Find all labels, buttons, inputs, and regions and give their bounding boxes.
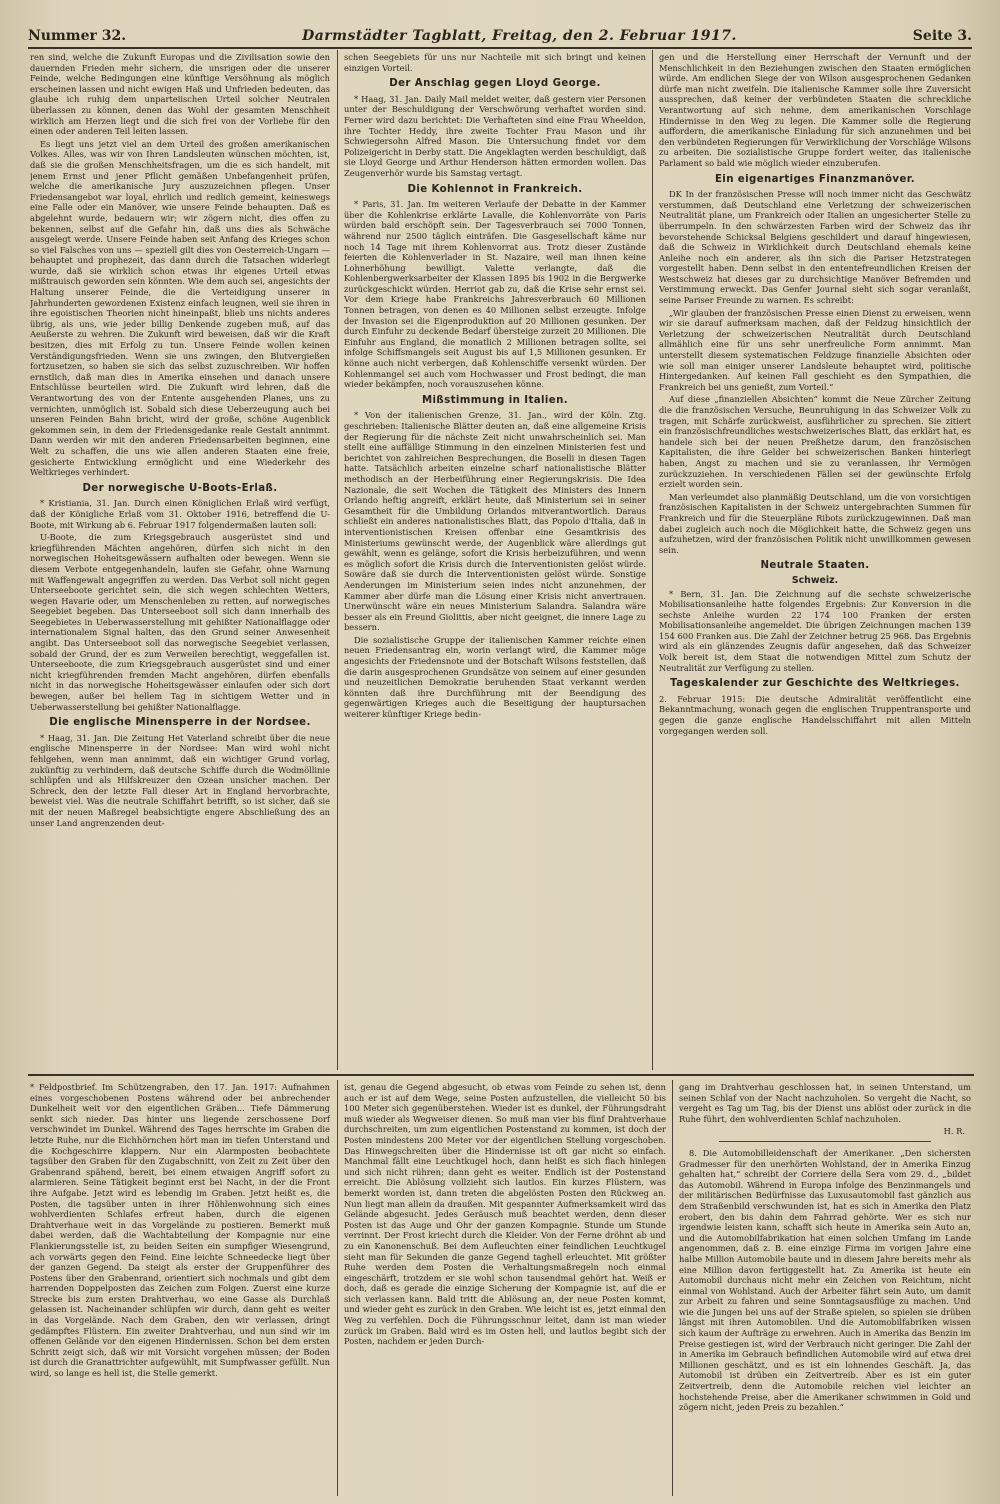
column-divider <box>672 1080 673 1496</box>
column-divider <box>652 50 653 1070</box>
column-divider <box>337 50 338 1070</box>
headline-anschlag-lloyd-george: Der Anschlag gegen Lloyd George. <box>389 78 601 90</box>
page-number: Seite 3. <box>912 28 972 44</box>
feuilleton-column-3 <box>679 1082 971 1494</box>
column-2 <box>344 52 646 1070</box>
article-paragraph: * Haag, 31. Jan. Die Zeitung Het Vaterland schreibt über die neue englische Minensperre in der Nordsee: Man wird wohl nicht fehlgehen, wenn man annimmt, daß ein wichtiger Grund vorlag, zukünftig zu verhindern, daß deutsche Schiffe durch die Wodmöllinie schlüpfen und als Hilfskreuzer den Ozean unsicher machen. Der Schreck, den der letzte Fall dieser Art in England hervorbrachte, beweist viel. Was die neutrale Schiffahrt betrifft, so ist sicher, daß sie mit der neuen Maßregel beabsichtigte engere Abschließung des an unser Land angrenzenden deut- <box>30 732 330 828</box>
newspaper-title-date: Darmstädter Tagblatt, Freitag, den 2. Februar 1917. <box>302 28 737 44</box>
feuilleton-column-2 <box>344 1082 666 1494</box>
headline-missstimmung-italien: Mißstimmung in Italien. <box>422 394 568 406</box>
article-paragraph: Es liegt uns jetzt viel an dem Urteil des großen amerikanischen Volkes. Alles, was wir von Ihren Landsleuten wünschen möchten, ist, daß sie die großen Menschheitsfragen, um die es sich handelt, mit jenem Ernst und jener Pflicht gemäßen Unbefangenheit prüfen, welche die amerikanische Jury auszuzeichnen pflegen. Unser Friedensangebot war loyal, ehrlich und redlich gemeint, keineswegs eine Falle oder ein Manöver, wie unsere Feinde behaupten. Daß es abgelehnt wurde, bedauern wir; wir zögern nicht, dies offen zu bekennen, selbst auf die Gefahr hin, daß uns dies als Schwäche ausgelegt werde. Unsere Feinde haben seit Anfang des Krieges schon so viel Falsches von uns — speziell gilt dies von Oesterreich-Ungarn — behauptet und prophezeit, das dann durch die Tatsachen widerlegt wurde, daß sie wirklich schon etwas ihr eigenes Urteil etwas mißtrauisch geworden sein könnten. Wie dem auch sei, angesichts der Haltung unserer Feinde, die die Verteidigung unserer in Jahrhunderten gewordenen Existenz einfach leugnen, weil sie ihren in ihre egoistischen Theorien nicht hineinpaßt, blieb uns nichts anderes übrig, als uns, wie jeder billig Denkende zugeben muß, auf das Aeußerste zu wehren. Die Zukunft wird beweisen, daß wir die Kraft besitzen, dies mit Erfolg zu tun. Unsere Feinde wollen keinen Verständigungsfrieden. Wenn sie uns zwingen, den Blutvergießen fortzusetzen, so haben sie sich das selbst zuzuschreiben. Wir hoffen ernstlich, daß man dies in Amerika einsehen und danach unsere Entschlüsse beurteilen wird. Die Zukunft wird lehren, daß die Verantwortung des von der Entente ausgehenden Planes, uns zu vernichten, unmöglich ist. Sobald sich diese Ueberzeugung auch bei unseren Feinden Bahn bricht, wird der große, schöne Augenblick gekommen sein, in dem der Friedensgedanke reale Gestalt annimmt. Dann werden wir mit den anderen Friedensarbeiten beginnen, eine Welt zu schaffen, die uns wie allen anderen Staaten eine freie, gesicherte Entwicklung ermöglicht und eine Wiederkehr des Weltkrieges verhindert. <box>30 138 330 478</box>
article-paragraph: U-Boote, die zum Kriegsgebrauch ausgerüstet sind und kriegführenden Mächten angehören, dürfen sich nicht in den norwegischen Hoheitsgewässern aufhalten oder bewegen. Wenn sie diesem Verbote entgegenhandeln, laufen sie Gefahr, ohne Warnung mit Waffengewalt angegriffen zu werden. Das Verbot soll nicht gegen Unterseeboote gerichtet sein, die sich wegen schlechten Wetters, wegen Havarie oder, um Menschenleben zu retten, auf norwegisches Seegebiet begeben. Das Unterseeboot soll sich dann innerhalb des Seegebietes in Ueberwasserstellung mit gehißter Nationalflagge oder internationalem Signal halten, das den Grund seiner Anwesenheit angibt. Das Unterseeboot soll das norwegische Seegebiet verlassen, sobald der Grund, der es zum Verweilen berechtigt, weggefallen ist. Unterseeboote, die zum Kriegsgebrauch ausgerüstet sind und einer nicht kriegführenden fremden Macht angehören, dürfen ebenfalls nicht in das norwegische Hoheitsgewässer einlaufen oder sich dort bewegen, außer bei hellem Tag in sichtigem Wetter und in Ueberwasserstellung bei gehißter Nationalflagge. <box>30 532 330 712</box>
feuilleton-divider <box>28 1074 974 1076</box>
feuilleton-column-1 <box>30 1082 330 1494</box>
article-paragraph: „Wir glauben der französischen Presse einen Dienst zu erweisen, wenn wir sie darauf aufmerksam machen, daß der Feldzug hinsichtlich der Verletzung der schweizerischen Neutralität durch Deutschland allmählich eine für uns sehr unerfreuliche Form annimmt. Man unterstellt diesem systematischen Feldzuge finanzielle Absichten oder wie soll man einiger unserer Landsleute behauptet wird, politische Hintergedanken. Auf keinen Fall geschieht es den Sympathien, die Frankreich bei uns genießt, zum Vorteil.“ <box>659 307 971 392</box>
article-paragraph: ist, genau die Gegend abgesucht, ob etwas vom Feinde zu sehen ist, denn auch er ist auf dem Wege, seine Posten aufzustellen, die vielleicht 50 bis 100 Meter sich gegenüberstehen. Wieder ist es dunkel, der Führungsdraht muß wieder als Wegweiser dienen. So muß man vier bis fünf Drahtverhaue durchschreiten, um zum eigentlichen Postenstand zu kommen, ist doch der Posten mindestens 200 Meter vor der eigentlichen Stellung vorgeschoben. Das Hinwegschreiten über die Hindernisse ist oft gar nicht so einfach. Manchmal fällt eine Leuchtkugel hoch, dann heißt es sich flach hinlegen und sich nicht rühren; dann geht es weiter. Endlich ist der Postenstand erreicht. Die Ablösung vollzieht sich lautlos. Ein kurzes Flüstern, was bemerkt worden ist, dann treten die abgelösten Posten den Rückweg an. Nun liegt man allein da draußen. Mit gespannter Aufmerksamkeit wird das Gelände abgesucht. Jedes Geräusch muß beachtet werden, denn dieser Posten ist das Auge und Ohr der ganzen Kompagnie. Stunde um Stunde verrinnt. Der Frost kriecht durch die Kleider. Von der Ferne dröhnt ab und zu ein Kanonenschuß. Bei dem Aufleuchten einer feindlichen Leuchtkugel sieht man für Sekunden die ganze Gegend taghell erleuchtet. Mit größter Ruhe werden dem Posten die Verhaltungsmaßregeln noch einmal eingeschärft, trotzdem er sie wohl schon tausendmal gehört hat. Weiß er doch, daß es gerade die einzige Sicherung der Kompagnie ist, auf die er sich verlassen kann. Bald tritt die Ablösung an, der neue Posten kommt, und wieder geht es zurück in den Graben. Wie leicht ist es, jetzt einmal den Weg zu verfehlen. Doch die Führungsschnur leitet, dann ist man wieder zurück im Graben. Bald wird es im Osten hell, und lautlos begibt sich der Posten, nachdem er jeden Durch- <box>344 1082 666 1347</box>
headline-neutrale-staaten: Neutrale Staaten. <box>760 560 870 572</box>
article-paragraph: * Von der italienischen Grenze, 31. Jan., wird der Köln. Ztg. geschrieben: Italienische Blätter deuten an, daß eine allgemeine Krisis der Regierung für die nächste Zeit nicht unwahrscheinlich sei. Man stellt eine auffällige Stimmung in den einzelnen Ministerien fest und berichtet von zahlreichen Besprechungen, die Boselli in diesen Tagen hatte. Tatsächlich arbeiten einzelne scharf nationalistische Blätter methodisch an der Herbeiführung einer Regierungskrisis. Die Idea Nazionale, die seit Wochen die Tätigkeit des Ministers des Innern Orlando heftig angreift, erklärt heute, daß Ministerium sei in seiner Gesamtheit für die Umbildung Orlandos mitverantwortlich. Daraus schließt ein anderes nationalistisches Blatt, das Popolo d'Italia, daß in interventionistischen Kreisen offenbar eine Gesamtkrisis des Ministeriums gewünscht werde, der Augenblick wäre allerdings gut gewählt, wenn es gelänge, sofort die Krisis herbeizuführen, und wenn es möglich sofort die Krisis durch die Interventionisten gelöst würde. Sowäre daß sie durch die Interventionisten gelöst würde. Sonstige Aenderungen im Ministerium seien indes nicht anzunehmen, der Kammer aber dürfe man die Lösung einer Krisis nicht anvertrauen. Unerwünscht wäre ein neues Ministerium Salandra. Salandra wäre besser als ein Freund Giolittis, aber nicht geeignet, die innere Lage zu bessern. <box>344 410 646 633</box>
page-header <box>28 14 972 49</box>
article-paragraph: schen Seegebiets für uns nur Nachteile mit sich bringt und keinen einzigen Vorteil. <box>344 52 646 73</box>
article-paragraph: ren sind, welche die Zukunft Europas und die Zivilisation sowie den dauernden Frieden mehr sichern, die unsrigen oder die unserer Feinde, welche Bedingungen eine künftige Versöhnung als möglich erscheinen lassen und nicht ewigen Haß und Unfrieden bedeuten, das glaube ich ruhig dem unparteiischen Urteil solcher Neutralen überlassen zu können, denen das Wohl der gesamten Menschheit wirklich am Herzen liegt und die sich frei von der Vorliebe für den einen oder anderen Teil leiten lassen. <box>30 52 330 137</box>
article-paragraph: 2. Februar 1915: Die deutsche Admiralität veröffentlicht eine Bekanntmachung, wonach gegen die englischen Truppentransporte und gegen die ganze englische Handelsschiffahrt mit allen Mitteln vorgegangen werden soll. <box>659 693 971 736</box>
article-paragraph: * Haag, 31. Jan. Daily Mail meldet weiter, daß gestern vier Personen unter der Beschuldigung der Verschwörung verhaftet worden sind. Ferner wird dazu berichtet: Die Verhafteten sind eine Frau Wheeldon, ihre Tochter Heddy, ihre zweite Tochter Frau Mason und ihr Schwiegersohn Alfred Mason. Die Untersuchung findet vor dem Polizeigericht in Derby statt. Die Angeklagten werden beschuldigt, daß sie Lloyd George und Arthur Henderson hätten ermorden wollen. Das Zeugenverhör wurde bis Samstag vertagt. <box>344 93 646 178</box>
column-divider <box>337 1080 338 1496</box>
article-paragraph: * Bern, 31. Jan. Die Zeichnung auf die sechste schweizerische Mobilisationsanleihe hatte folgendes Ergebnis: Zur Konversion in die sechste Anleihe wurden 22 174 100 Franken der ersten Mobilisationsanleihe angemeldet. Die übrigen Zeichnungen machen 139 154 600 Franken aus. Die Zahl der Zeichner betrug 25 968. Das Ergebnis wird als ein glänzendes Zeugnis dafür angesehen, daß das Schweizer Volk bereit ist, dem Staat die notwendigen Mittel zum Schutz der Neutralität zur Verfügung zu stellen. <box>659 588 971 673</box>
article-paragraph: Man verleumdet also planmäßig Deutschland, um die von vorsichtigen französischen Kapitalisten in der Schweiz untergebrachten Summen für Frankreich und für die Steuerpläne Ribots zurückzugewinnen. Daß man dabei zugleich auch noch die Möglichkeit hatte, die Schweiz gegen uns aufzuhetzen, wird der französischen Politik nicht unwillkommen gewesen sein. <box>659 491 971 555</box>
subheadline-schweiz: Schweiz. <box>791 574 839 586</box>
article-paragraph: Auf diese „finanziellen Absichten“ kommt die Neue Zürcher Zeitung die die französischen Versuche, Beunruhigung in das Schweizer Volk zu tragen, mit Schärfe zurückweist, ausführlicher zu sprechen. Sie zitiert ein französischfreundliches westschweizerisches Blatt, das erklärt hat, es handele sich bei der neuen Preßhetze darum, den französischen Kapitalisten, die ihre Gelder bei schweizerischen Banken hinterlegt haben, Angst zu machen und sie zu veranlassen, ihr Vermögen zurückzuziehen. In verschiedenen Fällen sei der gewünschte Erfolg erzielt worden sein. <box>659 394 971 490</box>
section-divider <box>719 1141 931 1142</box>
article-paragraph: gen und die Herstellung einer Herrschaft der Vernunft und der Menschlichkeit in den Beziehungen zwischen den Staaten ermöglichen würde. Am endlichen Siege der von Wilson ausgesprochenen Gedanken dürfe man nicht zweifeln. Die italienische Kammer solle ihre Zuversicht aussprechen, daß keiner der verbündeten Staaten die schreckliche Verantwortung auf sich nehme, dem amerikanischen Vorschlage Hindernisse in den Weg zu legen. Die Kammer solle die Regierung auffordern, die amerikanische Einladung für sich anzunehmen und bei den verbündeten Regierungen für Verwirklichung der Vorschläge Wilsons zu arbeiten. Die sozialistische Gruppe fordert weiter, das italienische Parlament so bald wie möglich wieder einzuberufen. <box>659 52 971 168</box>
author-signature: H. R. <box>943 1126 965 1137</box>
headline-tageskalender: Tageskalender zur Geschichte des Weltkrieges. <box>670 678 960 690</box>
issue-number: Nummer 32. <box>28 28 127 44</box>
article-paragraph: * Feldpostbrief. Im Schützengraben, den 17. Jan. 1917: Aufnahmen eines vorgeschobenen Postens während oder bei anbrechender Dunkelheit weit vor den eigentlichen Gräben... Tiefe Dämmerung senkt sich nieder. Das hinter uns liegende zerschossene Dorf verschwindet im Dunkel. Während des Tages herrschte im Graben die letzte Ruhe, nur die Eichhörnchen hört man im tiefen Unterstand und die Kochgeschirre klappern. Nur ein Alarmposten beobachtete tagsüber den Graben für den Zugabschnitt, von Zeit zu Zeit über den Grabenrand spähend, bereit, bei einem etwaigen Angriff sofort zu alarmieren. Seine Tätigkeit beginnt erst bei Nacht, in der die Front ihre Aufgabe. Jetzt wird es lebendig im Graben. Jetzt heißt es, die Posten, die tagsüber unten in ihrer Höhlenwohnung sich eines wohlverdienten Schlafes erfreut haben, durch die eigenen Drahtverhaue weit in das Vorgelände zu postieren. Bemerkt muß dabei werden, daß die Wachtabteilung der Kompagnie nur eine Flankierungsstelle ist, zu beiden Seiten ein sumpfiger Wiesengrund, ach vorwärts gegen den Feind. Eine leichte Schneedecke liegt über der ganzen Gegend. Da steigt als erster der Gruppenführer des Postens über den Grabenrand, orientiert sich nochmals und gibt dem harrenden Doppelposten das Zeichen zum Folgen. Zuerst eine kurze Strecke bis zum ersten Drahtverhau, wo eine Gasse als Durchlaß gelassen ist. Nacheinander schlüpfen wir durch, dann geht es weiter in das Vorgelände. Nach dem Graben, den wir verlassen, dringt gedämpftes Flüstern. Ein zweiter Drahtverhau, und nun sind wir im offenen Gelände vor den eigenen Hindernissen. Schon bei dem ersten Schritt zeigt sich, daß wir mit Vorsicht vorgehen müssen; der Boden ist durch die Granattrichter aufgewühlt, mit Sumpfwasser gefüllt. Nun wird, so lange es hell ist, die Stelle gemerkt. <box>30 1082 330 1379</box>
article-paragraph: Die sozialistische Gruppe der italienischen Kammer reichte einen neuen Friedensantrag ein, worin verlangt wird, die Kammer möge angesichts der Friedensnote und der Botschaft Wilsons feststellen, daß die darin ausgesprochenen Grundsätze von seinem auf einer gesunden und neuzeitlichen Demokratie beruhenden Staat verkannt werden könnten daß ihre Durchführung mit der Beendigung des gegenwärtigen Krieges auch die Beseitigung der hauptursachen weiterer künftiger Kriege bedin- <box>344 634 646 720</box>
article-paragraph: 8. Die Automobilleidenschaft der Amerikaner. „Den sichersten Gradmesser für den unerhörten Wohlstand, der in Amerika Einzug gehalten hat,“ schreibt der Corriere della Sera vom 29. d., „bildet das Automobil. Während in Europa infolge des Benzinmangels und der militärischen Bedürfnisse das Luxusautomobil fast gänzlich aus dem Straßenbild verschwunden ist, hat es sich in Amerika den Platz erobert, den bis dahin dem Fahrrad gehörte. Wer es sich nur irgendwie leisten kann, schafft sich heute in Amerika sein Auto an, und die Automobilfabrikation hat einen solchen Umfang im Lande angenommen, daß z. B. eine einzige Firma im vorigen Jahre eine halbe Million Automobile baute und in diesem Jahre bereits mehr als eine Million davon fertiggestellt hat. Zu Amerika ist heute ein Automobil durchaus nicht mehr ein Zeichen von Reichtum, nicht einmal von Wohlstand. Auch der Arbeiter fährt sein Auto, um damit zur Arbeit zu fahren und seine Sonntagsausflüge zu machen. Und wie die Jungen bei uns auf der Straße spielen, so spielen sie drüben längst mit ihren Automobilen. Und die Automobilfabriken wissen sich kaum der Aufträge zu erwehren. Auch in Amerika das Benzin im Preise gestiegen ist, wird der Verbrauch nicht geringer. Die Zahl der in Amerika im Gebrauch befindlichen Automobile wird auf etwa drei Millionen geschätzt, und es ist ein lohnendes Geschäft. Ja, das Automobil ist drüben ein Zeitvertreib. Aber es ist ein guter Zeitvertreib, denn die Automobile reichen viel leichter an hochstehende Preise, aber die Amerikaner schwimmen in Gold und zögern nicht, jeden Preis zu bezahlen.“ <box>679 1147 971 1413</box>
article-paragraph: * Kristiania, 31. Jan. Durch einen Königlichen Erlaß wird verfügt, daß der Königliche Erlaß vom 31. Oktober 1916, betreffend die U-Boote, mit Wirkung ab 6. Februar 1917 folgendermaßen lauten soll: <box>30 498 330 530</box>
article-paragraph: gang im Drahtverhau geschlossen hat, in seinen Unterstand, um seinen Schlaf von der Nacht nachzuholen. So vergeht die Nacht, so vergeht es Tag um Tag, bis der Dienst uns ablöst oder zurück in die Ruhe führt, den wohlverdienten Schlaf nachzuholen. <box>679 1082 971 1124</box>
column-3 <box>659 52 971 1070</box>
headline-minensperre: Die englische Minensperre in der Nordsee. <box>49 717 311 729</box>
column-1 <box>30 52 330 1070</box>
headline-uboots-erlass: Der norwegische U-Boots-Erlaß. <box>82 482 278 494</box>
article-paragraph: * Paris, 31. Jan. Im weiteren Verlaufe der Debatte in der Kammer über die Kohlenkrise erklärte Lavalle, die Kohlenvorräte von Paris würden bald erschöpft sein. Der Tagesverbrauch sei 7000 Tonnen, während nur 2500 täglich einträfen. Die Gasgesellschaft käme nur noch 14 Tage mit ihrem Kohlenvorrat aus. Trotz dieser Zustände feierten die Kohlenverlader in St. Nazaire, weil man ihnen keine Lohnerhöhung bewilligt. Valette verlangte, daß die Kohlenbergwerksarbeiter der Klassen 1895 bis 1902 in die Bergwerke zurückgeschickt würden. Herriot gab zu, daß die Krise sehr ernst sei. Vor dem Kriege habe Frankreichs Jahresverbrauch 60 Millionen Tonnen betragen, von denen es 40 Millionen selbst erzeugte. Infolge der Invasion sei die Eigenproduktion auf 20 Millionen gesunken. Der durch Einfuhr zu deckende Bedarf übersteige zurzeit 20 Millionen. Die Einfuhr aus England, die monatlich 2 Millionen betragen sollte, sei infolge Schiffsmangels seit August bis auf 1,5 Millionen gesunken. Er könne auch nicht verbergen, daß Kohlenschiffe versenkt würden. Der Kohlenmangel sei auch vom Hochwasser und Frost bedingt, die man wieder bekämpfen, noch vorauszusehen könne. <box>344 199 646 390</box>
headline-kohlennot: Die Kohlennot in Frankreich. <box>407 183 583 195</box>
headline-finanzmanoever: Ein eigenartiges Finanzmanöver. <box>714 173 916 185</box>
article-paragraph: DK In der französischen Presse will noch immer nicht das Geschwätz verstummen, daß Deutschland eine Verletzung der schweizerischen Neutralität plane, um Frankreich oder Italien an ungesicherter Stelle zu überrumpeln. In den schwärzesten Farben wird der Schweiz das ihr bevorstehende Schicksal Belgiens geschildert und darauf hingewiesen, daß die Schweiz in Wirklichkeit durch Deutschland ehemals keine Anleihe noch ein anderer, als ihn sich die Pariser Hetzstrategen vorgestellt haben. Denn selbst in den ententefreundlichen Kreisen der Westschweiz hat dieses gar zu durchsichtige Manöver Befremden und Verstimmung erweckt. Das Genfer Journal sieht sich sogar veranlaßt, seine Pariser Freunde zu warnen. Es schreibt: <box>659 189 971 306</box>
